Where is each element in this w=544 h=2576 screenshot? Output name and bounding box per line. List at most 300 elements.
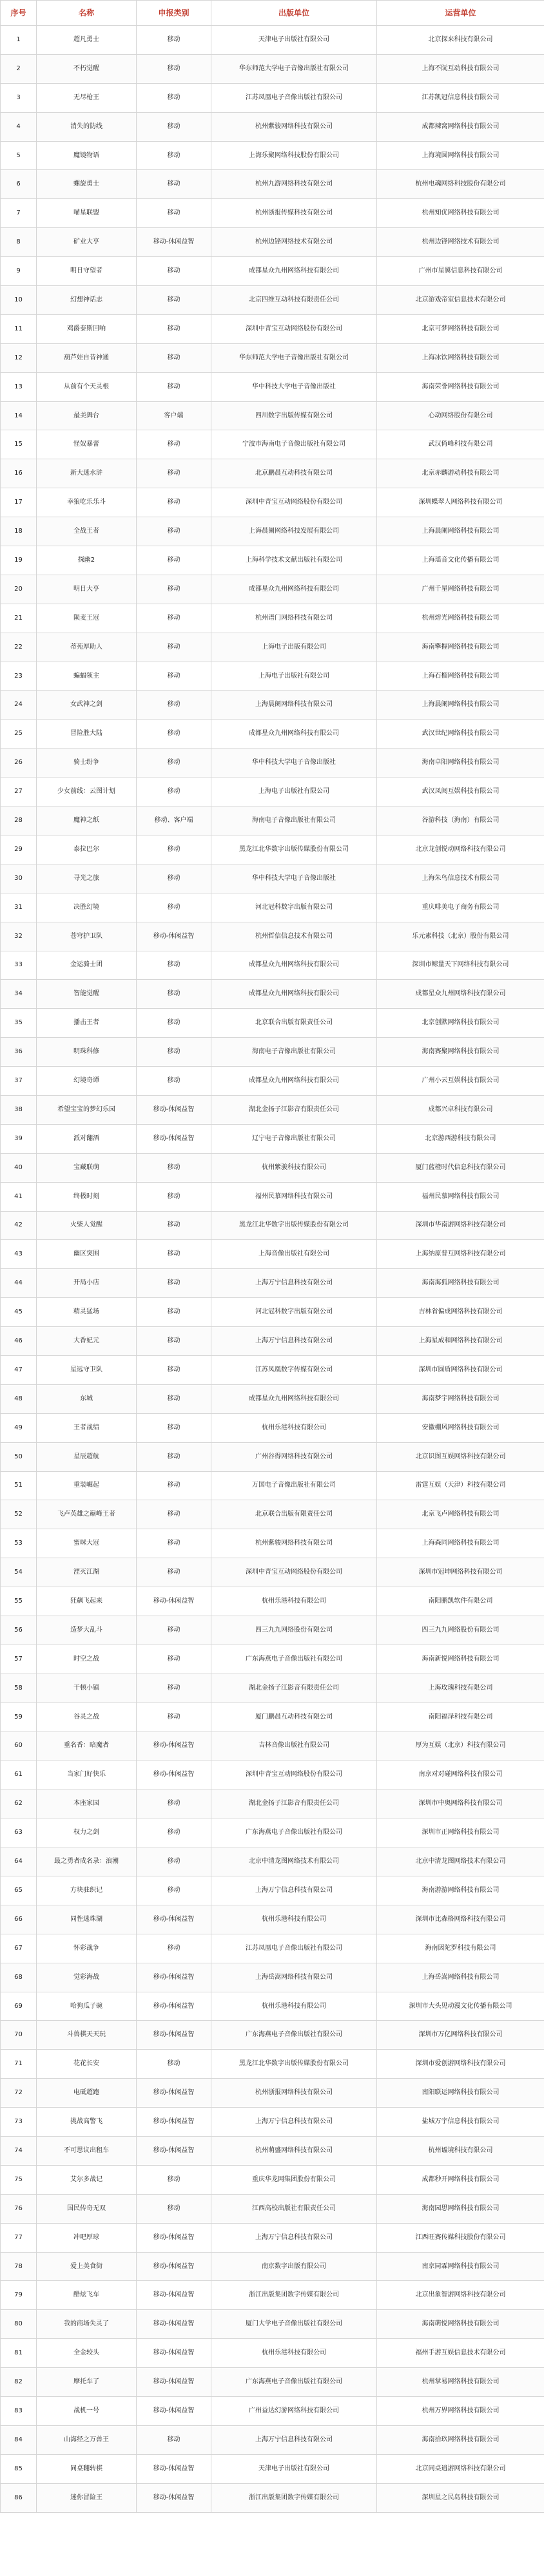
cell-publisher: 华中科技大学电子音像出版社	[211, 372, 377, 401]
cell-publisher: 广州益达幻游网络科技有限公司	[211, 2397, 377, 2426]
cell-category: 移动-休闲益智	[137, 1124, 211, 1153]
cell-operator: 海南海狐网络科技有限公司	[377, 1269, 544, 1298]
table-row	[1, 778, 544, 806]
cell-serial: 32	[1, 922, 37, 951]
table-row	[1, 1847, 544, 1876]
cell-operator: 北京赤麟游动科技有限公司	[377, 459, 544, 488]
header-category: 申报类别	[137, 1, 211, 26]
cell-operator: 海南因陀罗科技有限公司	[377, 1934, 544, 1963]
cell-name: 螺旋勇士	[37, 170, 137, 199]
cell-category: 移动-休闲益智	[137, 2223, 211, 2252]
cell-operator: 乐元素科技（北京）股份有限公司	[377, 922, 544, 951]
cell-serial: 43	[1, 1240, 37, 1269]
cell-publisher: 华中科技大学电子音像出版社	[211, 749, 377, 778]
cell-serial: 35	[1, 1009, 37, 1038]
cell-serial: 27	[1, 778, 37, 806]
table-row	[1, 922, 544, 951]
table-row	[1, 1616, 544, 1645]
cell-name: 酷炫飞车	[37, 2281, 137, 2310]
cell-serial: 14	[1, 401, 37, 430]
cell-serial: 57	[1, 1645, 37, 1674]
cell-operator: 厚为互娱（北京）科技有限公司	[377, 1732, 544, 1760]
cell-publisher: 重庆华龙网集团股份有限公司	[211, 2165, 377, 2194]
table-row	[1, 1558, 544, 1587]
table-row	[1, 2223, 544, 2252]
cell-publisher: 成都星众九州网络科技有限公司	[211, 257, 377, 286]
cell-operator: 海南拾玖网络科技有限公司	[377, 2425, 544, 2454]
cell-operator: 上海玫瑰科技有限公司	[377, 1674, 544, 1703]
table-row	[1, 1934, 544, 1963]
cell-serial: 18	[1, 517, 37, 546]
cell-publisher: 上海岳嵩网络科技有限公司	[211, 1963, 377, 1992]
cell-name: 超凡勇士	[37, 26, 137, 55]
table-row	[1, 980, 544, 1009]
cell-serial: 37	[1, 1067, 37, 1096]
cell-publisher: 黑龙江北华数字出版传媒股份有限公司	[211, 1211, 377, 1240]
cell-publisher: 河北冠科数字出版有限公司	[211, 1298, 377, 1327]
table-row	[1, 1471, 544, 1500]
cell-serial: 51	[1, 1471, 37, 1500]
cell-operator: 南京同霖网络科技有限公司	[377, 2252, 544, 2281]
cell-category: 移动	[137, 1847, 211, 1876]
cell-name: 幽区突围	[37, 1240, 137, 1269]
cell-category: 移动	[137, 1616, 211, 1645]
cell-category: 移动	[137, 662, 211, 691]
cell-category: 移动-休闲益智	[137, 2281, 211, 2310]
cell-serial: 77	[1, 2223, 37, 2252]
cell-publisher: 江西高校出版社有限责任公司	[211, 2194, 377, 2223]
cell-publisher: 上海万宁信息科技有限公司	[211, 1876, 377, 1905]
cell-operator: 海南梦宇网络科技有限公司	[377, 1384, 544, 1413]
cell-operator: 福州民慕网络科技有限公司	[377, 1182, 544, 1211]
cell-category: 移动-休闲益智	[137, 2454, 211, 2483]
table-row	[1, 951, 544, 980]
table-row	[1, 2281, 544, 2310]
cell-name: 当家门好快乐	[37, 1760, 137, 1789]
cell-operator: 深圳市比森格网络科技有限公司	[377, 1905, 544, 1934]
cell-category: 移动-休闲益智	[137, 1963, 211, 1992]
table-row	[1, 893, 544, 922]
table-row	[1, 2252, 544, 2281]
cell-serial: 1	[1, 26, 37, 55]
cell-name: 派对翻酒	[37, 1124, 137, 1153]
cell-name: 我的商场失灵了	[37, 2310, 137, 2339]
cell-operator: 北京飞卢网络科技有限公司	[377, 1500, 544, 1529]
cell-operator: 海南萌悦网络科技有限公司	[377, 2310, 544, 2339]
cell-name: 葫芦娃自昔神通	[37, 343, 137, 372]
table-row	[1, 1009, 544, 1038]
cell-publisher: 杭州浙报网络科技有限公司	[211, 2079, 377, 2108]
cell-category: 移动	[137, 604, 211, 633]
cell-name: 宝藏联萌	[37, 1153, 137, 1182]
cell-operator: 上海不阮互动科技有限公司	[377, 54, 544, 83]
cell-serial: 46	[1, 1327, 37, 1356]
cell-serial: 63	[1, 1818, 37, 1847]
cell-serial: 26	[1, 749, 37, 778]
cell-operator: 武汉凤阅互娱科技有限公司	[377, 778, 544, 806]
table-row	[1, 1355, 544, 1384]
cell-name: 魔神之纸	[37, 806, 137, 835]
table-row	[1, 430, 544, 459]
cell-name: 消失的防线	[37, 112, 137, 141]
table-header	[1, 1, 544, 26]
cell-category: 移动	[137, 517, 211, 546]
table-row	[1, 2368, 544, 2397]
cell-name: 大香妃元	[37, 1327, 137, 1356]
cell-publisher: 杭州浙报传媒科技有限公司	[211, 199, 377, 228]
cell-name: 干顿小镇	[37, 1674, 137, 1703]
cell-serial: 82	[1, 2368, 37, 2397]
cell-serial: 8	[1, 228, 37, 257]
cell-operator: 武汉倚峰科技有限公司	[377, 430, 544, 459]
cell-operator: 江西旺赛传媒科技股份有限公司	[377, 2223, 544, 2252]
cell-category: 移动	[137, 1067, 211, 1096]
cell-serial: 16	[1, 459, 37, 488]
cell-category: 客户端	[137, 401, 211, 430]
cell-name: 同桌翻转棋	[37, 2454, 137, 2483]
cell-serial: 36	[1, 1038, 37, 1067]
cell-publisher: 北京四维互动科技有限责任公司	[211, 286, 377, 315]
cell-operator: 上海森同网络科技有限公司	[377, 1529, 544, 1558]
cell-serial: 54	[1, 1558, 37, 1587]
table-row	[1, 1529, 544, 1558]
cell-serial: 81	[1, 2339, 37, 2368]
cell-name: 不可思议出租车	[37, 2137, 137, 2166]
cell-category: 移动	[137, 2194, 211, 2223]
cell-serial: 73	[1, 2108, 37, 2137]
cell-category: 移动	[137, 864, 211, 893]
cell-category: 移动-休闲益智	[137, 1905, 211, 1934]
cell-operator: 南阳福泽科技有限公司	[377, 1703, 544, 1732]
cell-publisher: 上海电子出版有限公司	[211, 633, 377, 662]
cell-name: 东城	[37, 1384, 137, 1413]
cell-operator: 成都兴卓科技有限公司	[377, 1095, 544, 1124]
table-row	[1, 2050, 544, 2079]
cell-name: 战机一号	[37, 2397, 137, 2426]
cell-serial: 25	[1, 720, 37, 749]
table-row	[1, 1442, 544, 1471]
cell-name: 冲吧厚球	[37, 2223, 137, 2252]
cell-name: 播击王者	[37, 1009, 137, 1038]
cell-name: 湮灭江湖	[37, 1558, 137, 1587]
cell-name: 幻境奇谭	[37, 1067, 137, 1096]
cell-category: 移动-休闲益智	[137, 1992, 211, 2021]
cell-name: 骑士纷争	[37, 749, 137, 778]
cell-operator: 北京同桌逍游网络科技有限公司	[377, 2454, 544, 2483]
table-body	[1, 26, 544, 2513]
table-row	[1, 1876, 544, 1905]
cell-operator: 南阳鹏凯软件有限公司	[377, 1587, 544, 1616]
cell-operator: 北京创默网络科技有限公司	[377, 1009, 544, 1038]
cell-publisher: 上海晨阑网络科技发展有限公司	[211, 517, 377, 546]
cell-operator: 上海晨阑网络科技有限公司	[377, 691, 544, 720]
table-row	[1, 1038, 544, 1067]
cell-operator: 重庆啡美电子商务有限公司	[377, 893, 544, 922]
header-serial: 序号	[1, 1, 37, 26]
cell-name: 重装崛起	[37, 1471, 137, 1500]
cell-publisher: 深圳中青宝互动网络股份有限公司	[211, 1760, 377, 1789]
cell-serial: 83	[1, 2397, 37, 2426]
cell-name: 金运骑士团	[37, 951, 137, 980]
cell-operator: 杭州掌易网络科技有限公司	[377, 2368, 544, 2397]
table-row	[1, 2425, 544, 2454]
cell-serial: 86	[1, 2483, 37, 2512]
cell-name: 山海经之万兽王	[37, 2425, 137, 2454]
cell-name: 火柴人觉醒	[37, 1211, 137, 1240]
table-row	[1, 1384, 544, 1413]
cell-category: 移动-休闲益智	[137, 2137, 211, 2166]
cell-category: 移动-休闲益智	[137, 1587, 211, 1616]
table-row	[1, 314, 544, 343]
cell-publisher: 杭州乐港科技有限公司	[211, 1905, 377, 1934]
cell-name: 陨麦王冠	[37, 604, 137, 633]
cell-serial: 47	[1, 1355, 37, 1384]
cell-category: 移动	[137, 1355, 211, 1384]
cell-publisher: 北京联合出版有限责任公司	[211, 1009, 377, 1038]
table-row	[1, 286, 544, 315]
cell-name: 电砥超跑	[37, 2079, 137, 2108]
cell-publisher: 浙江出版集团数字传媒有限公司	[211, 2483, 377, 2512]
cell-operator: 谷游科技（海南）有限公司	[377, 806, 544, 835]
cell-category: 移动-休闲益智	[137, 2310, 211, 2339]
cell-operator: 四三九九网络股份有限公司	[377, 1616, 544, 1645]
table-row	[1, 2397, 544, 2426]
table-row	[1, 1413, 544, 1442]
cell-serial: 29	[1, 835, 37, 864]
cell-serial: 9	[1, 257, 37, 286]
cell-operator: 深圳市爱创游网络科技有限公司	[377, 2050, 544, 2079]
cell-serial: 69	[1, 1992, 37, 2021]
cell-operator: 杭州熔光网络科技有限公司	[377, 604, 544, 633]
cell-publisher: 厦门鹏晨互动科技有限公司	[211, 1703, 377, 1732]
cell-publisher: 四三九九网络股份有限公司	[211, 1616, 377, 1645]
cell-category: 移动	[137, 1038, 211, 1067]
cell-category: 移动	[137, 1298, 211, 1327]
table-row	[1, 1760, 544, 1789]
cell-operator: 北京探来科技有限公司	[377, 26, 544, 55]
cell-name: 幸狼吃乐乐斗	[37, 488, 137, 517]
cell-operator: 海南游游网络科技有限公司	[377, 1876, 544, 1905]
cell-category: 移动	[137, 2050, 211, 2079]
cell-operator: 北京识图互娱网络科技有限公司	[377, 1442, 544, 1471]
cell-operator: 广州千星网络科技有限公司	[377, 575, 544, 604]
cell-operator: 北京游戏帝室信息技术有限公司	[377, 286, 544, 315]
cell-name: 重名香：暗魔者	[37, 1732, 137, 1760]
cell-publisher: 上海万宁信息科技有限公司	[211, 1269, 377, 1298]
cell-publisher: 杭州乐港科技有限公司	[211, 1992, 377, 2021]
cell-publisher: 海南电子音像出版社有限公司	[211, 1038, 377, 1067]
cell-serial: 17	[1, 488, 37, 517]
cell-name: 寻光之旅	[37, 864, 137, 893]
cell-publisher: 江苏凤凰数字传媒有限公司	[211, 1355, 377, 1384]
cell-category: 移动	[137, 372, 211, 401]
cell-serial: 3	[1, 83, 37, 112]
cell-publisher: 成都星众九州网络科技有限公司	[211, 575, 377, 604]
cell-serial: 55	[1, 1587, 37, 1616]
cell-serial: 41	[1, 1182, 37, 1211]
cell-serial: 11	[1, 314, 37, 343]
cell-name: 希望宝宝的梦幻乐园	[37, 1095, 137, 1124]
cell-category: 移动	[137, 1818, 211, 1847]
cell-publisher: 华东师范大学电子音像出版社有限公司	[211, 54, 377, 83]
cell-category: 移动	[137, 26, 211, 55]
cell-serial: 72	[1, 2079, 37, 2108]
table-row	[1, 1298, 544, 1327]
table-row	[1, 2194, 544, 2223]
cell-category: 移动	[137, 170, 211, 199]
cell-name: 不朽觉醒	[37, 54, 137, 83]
table-row	[1, 1703, 544, 1732]
cell-serial: 39	[1, 1124, 37, 1153]
cell-serial: 58	[1, 1674, 37, 1703]
cell-operator: 江苏凯冠信息科技有限公司	[377, 83, 544, 112]
cell-name: 开局小店	[37, 1269, 137, 1298]
cell-publisher: 华东师范大学电子音像出版社有限公司	[211, 343, 377, 372]
cell-category: 移动	[137, 2425, 211, 2454]
cell-publisher: 成都星众九州网络科技有限公司	[211, 980, 377, 1009]
cell-operator: 海南荣誉网络科技有限公司	[377, 372, 544, 401]
cell-serial: 60	[1, 1732, 37, 1760]
cell-name: 明日守望者	[37, 257, 137, 286]
cell-category: 移动-休闲益智	[137, 2079, 211, 2108]
cell-name: 谷灵之战	[37, 1703, 137, 1732]
cell-operator: 杭州边锋网络技术有限公司	[377, 228, 544, 257]
cell-operator: 安徽棚风网络科技有限公司	[377, 1413, 544, 1442]
table-row	[1, 54, 544, 83]
cell-publisher: 杭州谱门网络科技有限公司	[211, 604, 377, 633]
cell-name: 造梦大乱斗	[37, 1616, 137, 1645]
cell-operator: 深圳市华南游网络科技有限公司	[377, 1211, 544, 1240]
cell-publisher: 吉林音像出版社有限公司	[211, 1732, 377, 1760]
cell-name: 飞卢英雄之巅峰王者	[37, 1500, 137, 1529]
cell-category: 移动	[137, 1645, 211, 1674]
cell-category: 移动	[137, 1327, 211, 1356]
cell-publisher: 上海乐聚网络科技股份有限公司	[211, 141, 377, 170]
header-publisher: 出版单位	[211, 1, 377, 26]
cell-operator: 深圳市鲸量天下网络科技有限公司	[377, 951, 544, 980]
table-row	[1, 1153, 544, 1182]
cell-publisher: 广东海燕电子音像出版社有限公司	[211, 2368, 377, 2397]
table-row	[1, 604, 544, 633]
cell-name: 鸡爵泰斯回响	[37, 314, 137, 343]
cell-category: 移动	[137, 1789, 211, 1818]
cell-category: 移动	[137, 1384, 211, 1413]
cell-category: 移动	[137, 633, 211, 662]
cell-publisher: 广东海燕电子音像出版社有限公司	[211, 1818, 377, 1847]
cell-name: 爱上美食街	[37, 2252, 137, 2281]
cell-operator: 深圳市冠坤网络科技有限公司	[377, 1558, 544, 1587]
cell-operator: 吉林省偏成网络科技有限公司	[377, 1298, 544, 1327]
cell-category: 移动、客户端	[137, 806, 211, 835]
cell-operator: 上海石榴网络科技有限公司	[377, 662, 544, 691]
cell-category: 移动	[137, 1876, 211, 1905]
cell-operator: 上海境圆网络科技有限公司	[377, 141, 544, 170]
cell-serial: 21	[1, 604, 37, 633]
cell-publisher: 福州民慕网络科技有限公司	[211, 1182, 377, 1211]
cell-publisher: 杭州乐港科技有限公司	[211, 2339, 377, 2368]
cell-publisher: 江苏凤凰电子音像出版社有限公司	[211, 1934, 377, 1963]
table-row	[1, 372, 544, 401]
cell-serial: 40	[1, 1153, 37, 1182]
cell-operator: 厦门蓝橙时代信息科技有限公司	[377, 1153, 544, 1182]
cell-operator: 南京对对碰网络科技有限公司	[377, 1760, 544, 1789]
cell-category: 移动-休闲益智	[137, 1760, 211, 1789]
cell-publisher: 南京数字出版有限公司	[211, 2252, 377, 2281]
cell-category: 移动	[137, 112, 211, 141]
cell-operator: 深圳市大头见动漫文化传播有限公司	[377, 1992, 544, 2021]
table-row	[1, 2108, 544, 2137]
cell-publisher: 上海万宁信息科技有限公司	[211, 2108, 377, 2137]
table-row	[1, 1732, 544, 1760]
cell-serial: 24	[1, 691, 37, 720]
cell-category: 移动-休闲益智	[137, 1095, 211, 1124]
cell-publisher: 成都星众九州网络科技有限公司	[211, 1067, 377, 1096]
cell-name: 艾尔多战记	[37, 2165, 137, 2194]
cell-publisher: 广州谷得网络科技有限公司	[211, 1442, 377, 1471]
cell-serial: 84	[1, 2425, 37, 2454]
cell-category: 移动-休闲益智	[137, 922, 211, 951]
cell-category: 移动	[137, 1182, 211, 1211]
cell-operator: 上海星成和网络科技有限公司	[377, 1327, 544, 1356]
cell-serial: 85	[1, 2454, 37, 2483]
cell-category: 移动	[137, 1442, 211, 1471]
cell-operator: 杭州万界网络科技有限公司	[377, 2397, 544, 2426]
table-row	[1, 257, 544, 286]
cell-operator: 北京出象智游网络科技有限公司	[377, 2281, 544, 2310]
cell-category: 移动	[137, 343, 211, 372]
cell-category: 移动-休闲益智	[137, 2368, 211, 2397]
cell-serial: 23	[1, 662, 37, 691]
cell-name: 苍穹护卫队	[37, 922, 137, 951]
cell-operator: 雷霆互娱（天津）科技有限公司	[377, 1471, 544, 1500]
cell-operator: 成都秒开网络科技有限公司	[377, 2165, 544, 2194]
table-row	[1, 170, 544, 199]
cell-serial: 6	[1, 170, 37, 199]
table-row	[1, 2339, 544, 2368]
table-row	[1, 633, 544, 662]
cell-publisher: 上海晨阑网络科技有限公司	[211, 691, 377, 720]
cell-publisher: 万国电子音像出版社有限公司	[211, 1471, 377, 1500]
cell-category: 移动	[137, 835, 211, 864]
table-row	[1, 1240, 544, 1269]
cell-name: 蝙蝠领主	[37, 662, 137, 691]
table-row	[1, 1211, 544, 1240]
cell-category: 移动	[137, 1153, 211, 1182]
cell-category: 移动	[137, 980, 211, 1009]
cell-serial: 13	[1, 372, 37, 401]
cell-name: 魔镜物语	[37, 141, 137, 170]
cell-name: 挑战高警飞	[37, 2108, 137, 2137]
cell-serial: 64	[1, 1847, 37, 1876]
cell-name: 新大迷水浒	[37, 459, 137, 488]
table-row	[1, 488, 544, 517]
table-row	[1, 141, 544, 170]
cell-operator: 武汉世纪网络科技有限公司	[377, 720, 544, 749]
cell-operator: 广州小云互娱科技有限公司	[377, 1067, 544, 1096]
table-row	[1, 112, 544, 141]
cell-operator: 深圳蝶翠人网络科技有限公司	[377, 488, 544, 517]
cell-publisher: 辽宁电子音像出版社有限公司	[211, 1124, 377, 1153]
cell-publisher: 成都星众九州网络科技有限公司	[211, 951, 377, 980]
cell-publisher: 四川数字出版传媒有限公司	[211, 401, 377, 430]
cell-serial: 71	[1, 2050, 37, 2079]
cell-name: 蜜咪大冠	[37, 1529, 137, 1558]
cell-name: 女武神之剑	[37, 691, 137, 720]
cell-publisher: 杭州哲信信息技术有限公司	[211, 922, 377, 951]
cell-serial: 28	[1, 806, 37, 835]
cell-publisher: 深圳中青宝互动网络股份有限公司	[211, 314, 377, 343]
table-row	[1, 1067, 544, 1096]
